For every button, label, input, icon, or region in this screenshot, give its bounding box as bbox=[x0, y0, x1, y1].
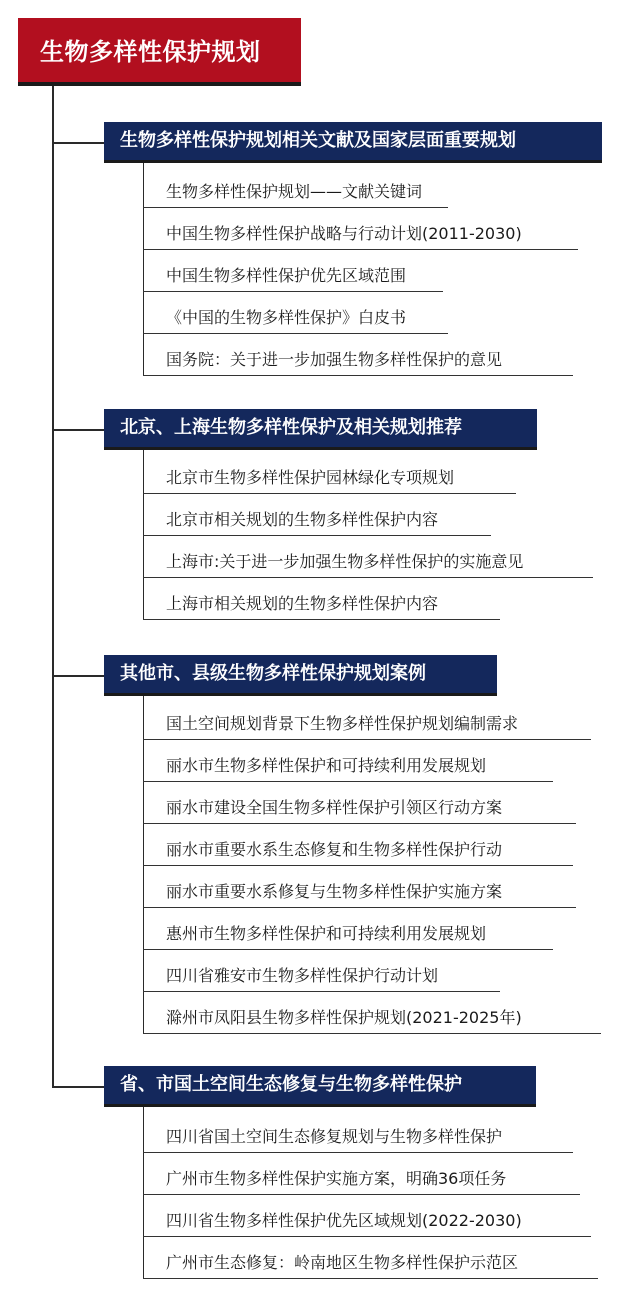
list-item: 生物多样性保护规划——文献关键词 bbox=[143, 178, 448, 208]
section-header: 生物多样性保护规划相关文献及国家层面重要规划 bbox=[104, 122, 602, 163]
list-item: 《中国的生物多样性保护》白皮书 bbox=[143, 304, 448, 334]
section-branch-line bbox=[52, 142, 104, 144]
list-item: 国务院：关于进一步加强生物多样性保护的意见 bbox=[143, 346, 573, 376]
list-item: 上海市相关规划的生物多样性保护内容 bbox=[143, 590, 500, 620]
list-item: 滁州市凤阳县生物多样性保护规划(2021-2025年) bbox=[143, 1004, 601, 1034]
list-item: 四川省国土空间生态修复规划与生物多样性保护 bbox=[143, 1123, 573, 1153]
section-header: 北京、上海生物多样性保护及相关规划推荐 bbox=[104, 409, 537, 450]
main-connector-line bbox=[52, 86, 54, 1087]
section-branch-line bbox=[52, 1086, 104, 1088]
section-branch-line bbox=[52, 429, 104, 431]
list-item: 惠州市生物多样性保护和可持续利用发展规划 bbox=[143, 920, 553, 950]
list-item: 中国生物多样性保护战略与行动计划(2011-2030) bbox=[143, 220, 578, 250]
section-branch-line bbox=[52, 675, 104, 677]
list-item: 丽水市重要水系生态修复和生物多样性保护行动 bbox=[143, 836, 573, 866]
list-item: 丽水市建设全国生物多样性保护引领区行动方案 bbox=[143, 794, 576, 824]
list-item: 丽水市重要水系修复与生物多样性保护实施方案 bbox=[143, 878, 576, 908]
list-item: 中国生物多样性保护优先区域范围 bbox=[143, 262, 443, 292]
list-item: 北京市生物多样性保护园林绿化专项规划 bbox=[143, 464, 516, 494]
list-item: 四川省生物多样性保护优先区域规划(2022-2030) bbox=[143, 1207, 591, 1237]
list-item: 丽水市生物多样性保护和可持续利用发展规划 bbox=[143, 752, 553, 782]
list-item: 北京市相关规划的生物多样性保护内容 bbox=[143, 506, 491, 536]
list-item: 广州市生物多样性保护实施方案，明确36项任务 bbox=[143, 1165, 580, 1195]
list-item: 国土空间规划背景下生物多样性保护规划编制需求 bbox=[143, 710, 591, 740]
section-header: 省、市国土空间生态修复与生物多样性保护 bbox=[104, 1066, 536, 1107]
list-item: 广州市生态修复：岭南地区生物多样性保护示范区 bbox=[143, 1249, 598, 1279]
list-item: 上海市:关于进一步加强生物多样性保护的实施意见 bbox=[143, 548, 593, 578]
section-header: 其他市、县级生物多样性保护规划案例 bbox=[104, 655, 497, 696]
root-title: 生物多样性保护规划 bbox=[18, 18, 301, 86]
list-item: 四川省雅安市生物多样性保护行动计划 bbox=[143, 962, 500, 992]
